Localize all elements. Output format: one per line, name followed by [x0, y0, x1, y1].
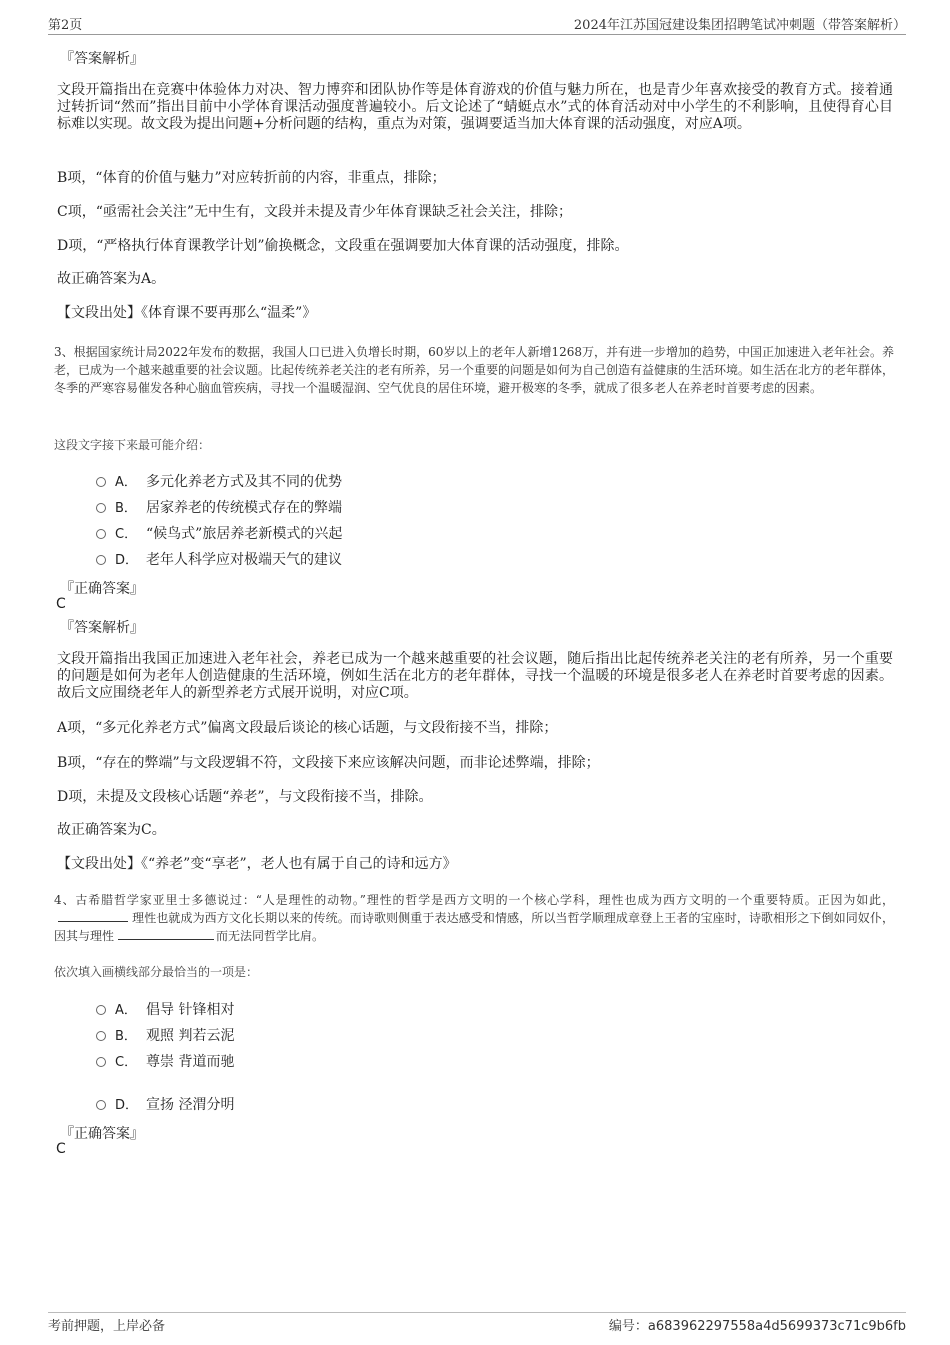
question-4-prompt: 依次填入画横线部分最恰当的一项是：: [54, 965, 259, 979]
page-header: [48, 10, 906, 35]
option-letter: C．: [115, 1055, 138, 1070]
option-letter: B．: [115, 501, 137, 516]
option-letter: D．: [115, 553, 139, 568]
fill-blank: [118, 927, 214, 940]
option-text: 倡导 针锋相对: [146, 1002, 235, 1018]
radio-button-icon[interactable]: [96, 1031, 106, 1041]
option-letter: C．: [115, 527, 138, 542]
option-text: 宣扬 泾渭分明: [146, 1097, 235, 1113]
radio-button-icon[interactable]: [96, 1100, 106, 1110]
analysis-option-c: C项，“亟需社会关注”无中生有，文段并未提及青少年体育课缺乏社会关注，排除；: [57, 204, 573, 220]
document-code: [609, 1315, 906, 1334]
question-3-prompt: 这段文字接下来最可能介绍：: [54, 438, 211, 452]
correct-answer-label: 『正确答案』: [60, 581, 144, 597]
analysis-label: 『答案解析』: [60, 620, 144, 636]
analysis-paragraph: 文段开篇指出在竞赛中体验体力对决、智力博弈和团队协作等是体育游戏的价值与魅力所在，也是青少年喜欢接受的教育方式。接着通过转折词“然而”指出目前中小学体育课活动强度普遍较小。后文论述了“蜻蜓点水”式的体育活动对中小学生的不利影响，且使得育心目标难以实现。故文段为提出问题+分析问题的结构，重点为对策，强调要适当加大体育课的活动强度，对应A项。: [57, 82, 893, 132]
analysis-option-d: D项，未提及文段核心话题“养老”，与文段衔接不当，排除。: [57, 789, 433, 805]
analysis-conclusion: 故正确答案为C。: [57, 822, 166, 838]
correct-answer-label: 『正确答案』: [60, 1126, 144, 1142]
page-footer: [48, 1312, 906, 1339]
radio-button-icon[interactable]: [96, 477, 106, 487]
option-text: 观照 判若云泥: [146, 1028, 235, 1044]
option-letter: D．: [115, 1098, 139, 1113]
document-code-label: 编号：: [608, 1319, 648, 1334]
correct-answer: C: [56, 596, 66, 612]
option-text: 老年人科学应对极端天气的建议: [146, 552, 342, 568]
source-citation: 【文段出处】《“养老”变“享老”，老人也有属于自己的诗和远方》: [57, 856, 457, 872]
fill-blank: [58, 909, 128, 922]
analysis-option-a: A项，“多元化养老方式”偏离文段最后谈论的核心话题，与文段衔接不当，排除；: [57, 720, 558, 736]
analysis-paragraph: 文段开篇指出我国正加速进入老年社会，养老已成为一个越来越重要的社会议题，随后指出比起传统养老关注的老有所养，另一个重要的问题是如何为老年人创造健康的生活环境，例如生活在北方的老年群体，寻找一个温暖的环境是很多老人在养老时首要考虑的因素。故后文应围绕老年人的新型养老方式展开说明，对应C项。: [57, 651, 893, 701]
analysis-option-d: D项，“严格执行体育课教学计划”偷换概念，文段重在强调要加大体育课的活动强度，排除。: [57, 238, 629, 254]
analysis-label: 『答案解析』: [60, 51, 144, 67]
option-letter: A．: [115, 1003, 137, 1018]
question-4-text-part-3: 而无法同哲学比肩。: [216, 929, 325, 943]
analysis-conclusion: 故正确答案为A。: [57, 271, 166, 287]
analysis-option-b: B项，“体育的价值与魅力”对应转折前的内容，非重点，排除；: [57, 170, 446, 186]
option-text: 多元化养老方式及其不同的优势: [146, 474, 342, 490]
radio-button-icon[interactable]: [96, 1005, 106, 1015]
question-4-text-part-2: 理性也就成为西方文化长期以来的传统。而诗歌则侧重于表达感受和情感，所以当哲学顺理成章登上王者的宝座时，诗歌相形之下倒如同奴仆，因其与理性: [54, 911, 894, 943]
source-citation: 【文段出处】《体育课不要再那么“温柔”》: [57, 305, 317, 321]
question-4-text-part-1: 4、古希腊哲学家亚里士多德说过：“人是理性的动物。”理性的哲学是西方文明的一个核心学科，理性也成为西方文明的一个重要特质。正因为如此，: [54, 893, 894, 907]
document-code-value: a683962297558a4d5699373c71c9b6fb: [647, 1319, 906, 1334]
document-title: 2024年江苏国冠建设集团招聘笔试冲刺题（带答案解析）: [573, 18, 906, 33]
option-letter: B．: [115, 1029, 137, 1044]
option-text: 居家养老的传统模式存在的弊端: [146, 500, 342, 516]
radio-button-icon[interactable]: [96, 555, 106, 565]
option-letter: A．: [115, 475, 137, 490]
page-number: 第2页: [48, 18, 83, 33]
radio-button-icon[interactable]: [96, 529, 106, 539]
footer-slogan: 考前押题，上岸必备: [48, 1319, 166, 1334]
option-text: “候鸟式”旅居养老新模式的兴起: [146, 526, 343, 542]
correct-answer: C: [56, 1141, 66, 1157]
radio-button-icon[interactable]: [96, 503, 106, 513]
radio-button-icon[interactable]: [96, 1057, 106, 1067]
option-text: 尊崇 背道而驰: [146, 1054, 235, 1070]
question-3-text: 3、根据国家统计局2022年发布的数据，我国人口已进入负增长时期，60岁以上的老年人新增1268万，并有进一步增加的趋势，中国正加速进入老年社会。养老，已成为一个越来越重要的社会议题。比起传统养老关注的老有所养，另一个重要的问题是如何为自己创造有益健康的生活环境。如生活在北方的老年群体，冬季的严寒容易催发各种心脑血管疾病，寻找一个温暖湿润、空气优良的居住环境，避开极寒的冬季，就成了很多老人在养老时首要考虑的因素。: [54, 345, 895, 395]
analysis-option-b: B项，“存在的弊端”与文段逻辑不符，文段接下来应该解决问题，而非论述弊端，排除；: [57, 755, 600, 771]
question-4-text: [54, 891, 894, 945]
